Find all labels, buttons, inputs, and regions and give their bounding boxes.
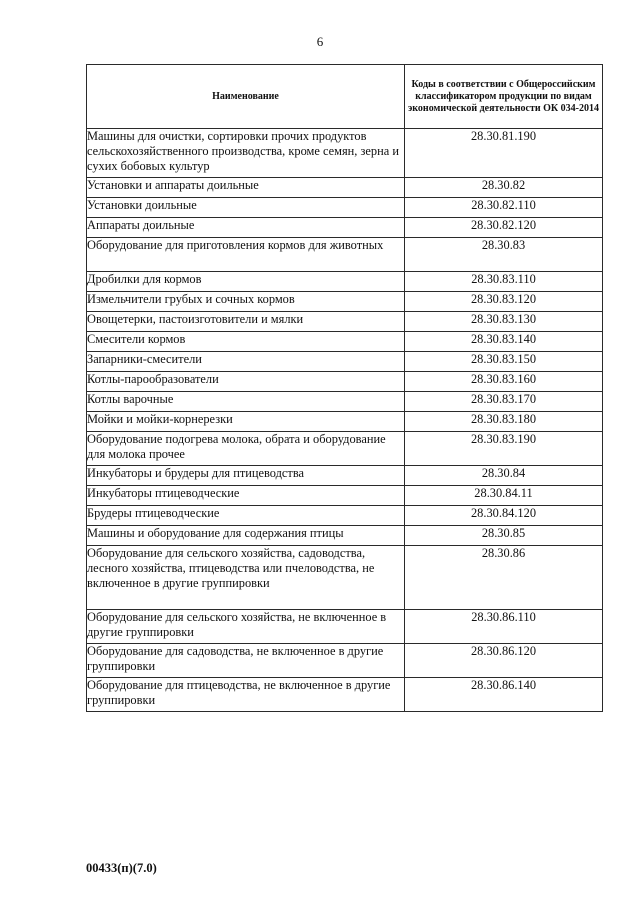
- row-name: Установки и аппараты доильные: [87, 178, 405, 198]
- row-code: 28.30.84: [405, 466, 603, 486]
- row-name: Смесители кормов: [87, 332, 405, 352]
- row-code: 28.30.83.160: [405, 372, 603, 392]
- row-code: 28.30.82: [405, 178, 603, 198]
- table-row: [87, 129, 603, 178]
- row-name: Оборудование для приготовления кормов для животных: [87, 238, 405, 272]
- row-name: Оборудование для сельского хозяйства, садоводства, лесного хозяйства, птицеводства или пчеловодства, не включенное в другие группировки: [87, 546, 405, 610]
- table-row: [87, 272, 603, 292]
- table-row: [87, 292, 603, 312]
- row-code: 28.30.83.150: [405, 352, 603, 372]
- table-row: [87, 412, 603, 432]
- row-name: Брудеры птицеводческие: [87, 506, 405, 526]
- row-code: 28.30.82.120: [405, 218, 603, 238]
- row-code: 28.30.85: [405, 526, 603, 546]
- row-code: 28.30.83.130: [405, 312, 603, 332]
- row-name: Овощетерки, пастоизготовители и мялки: [87, 312, 405, 332]
- header-name: Наименование: [87, 65, 405, 129]
- table-row: [87, 238, 603, 272]
- row-code: 28.30.82.110: [405, 198, 603, 218]
- header-code: Коды в соответствии с Общероссийским классификатором продукции по видам экономической деятельности ОК 034-2014: [405, 65, 603, 129]
- row-code: 28.30.84.11: [405, 486, 603, 506]
- table-row: [87, 332, 603, 352]
- table-row: [87, 352, 603, 372]
- row-name: Машины для очистки, сортировки прочих продуктов сельскохозяйственного производства, кроме семян, зерна и сухих бобовых культур: [87, 129, 405, 178]
- row-code: 28.30.81.190: [405, 129, 603, 178]
- row-code: 28.30.86.110: [405, 610, 603, 644]
- row-name: Дробилки для кормов: [87, 272, 405, 292]
- row-code: 28.30.83: [405, 238, 603, 272]
- row-name: Инкубаторы и брудеры для птицеводства: [87, 466, 405, 486]
- table-row: [87, 312, 603, 332]
- table-row: [87, 466, 603, 486]
- table-row: [87, 546, 603, 610]
- row-code: 28.30.83.180: [405, 412, 603, 432]
- table-row: [87, 218, 603, 238]
- row-name: Оборудование подогрева молока, обрата и оборудование для молока прочее: [87, 432, 405, 466]
- table-row: [87, 526, 603, 546]
- row-code: 28.30.86.140: [405, 678, 603, 712]
- classification-table: [86, 64, 603, 712]
- row-name: Мойки и мойки-корнерезки: [87, 412, 405, 432]
- row-name: Аппараты доильные: [87, 218, 405, 238]
- table-row: [87, 372, 603, 392]
- table-header-row: [87, 65, 603, 129]
- table-row: [87, 392, 603, 412]
- table-row: [87, 486, 603, 506]
- table-row: [87, 198, 603, 218]
- row-name: Котлы варочные: [87, 392, 405, 412]
- row-name: Оборудование для садоводства, не включенное в другие группировки: [87, 644, 405, 678]
- row-code: 28.30.86: [405, 546, 603, 610]
- document-code: 00433(п)(7.0): [86, 861, 157, 875]
- table-row: [87, 678, 603, 712]
- row-name: Запарники-смесители: [87, 352, 405, 372]
- page-number: 6: [316, 34, 324, 49]
- row-code: 28.30.83.120: [405, 292, 603, 312]
- row-name: Инкубаторы птицеводческие: [87, 486, 405, 506]
- row-name: Машины и оборудование для содержания птицы: [87, 526, 405, 546]
- table-row: [87, 644, 603, 678]
- row-name: Оборудование для птицеводства, не включенное в другие группировки: [87, 678, 405, 712]
- row-name: Оборудование для сельского хозяйства, не включенное в другие группировки: [87, 610, 405, 644]
- table-row: [87, 506, 603, 526]
- row-code: 28.30.86.120: [405, 644, 603, 678]
- row-name: Измельчители грубых и сочных кормов: [87, 292, 405, 312]
- table-row: [87, 432, 603, 466]
- row-code: 28.30.83.170: [405, 392, 603, 412]
- row-code: 28.30.83.110: [405, 272, 603, 292]
- table-row: [87, 178, 603, 198]
- row-name: Установки доильные: [87, 198, 405, 218]
- row-code: 28.30.83.140: [405, 332, 603, 352]
- row-code: 28.30.84.120: [405, 506, 603, 526]
- row-name: Котлы-парообразователи: [87, 372, 405, 392]
- row-code: 28.30.83.190: [405, 432, 603, 466]
- table-row: [87, 610, 603, 644]
